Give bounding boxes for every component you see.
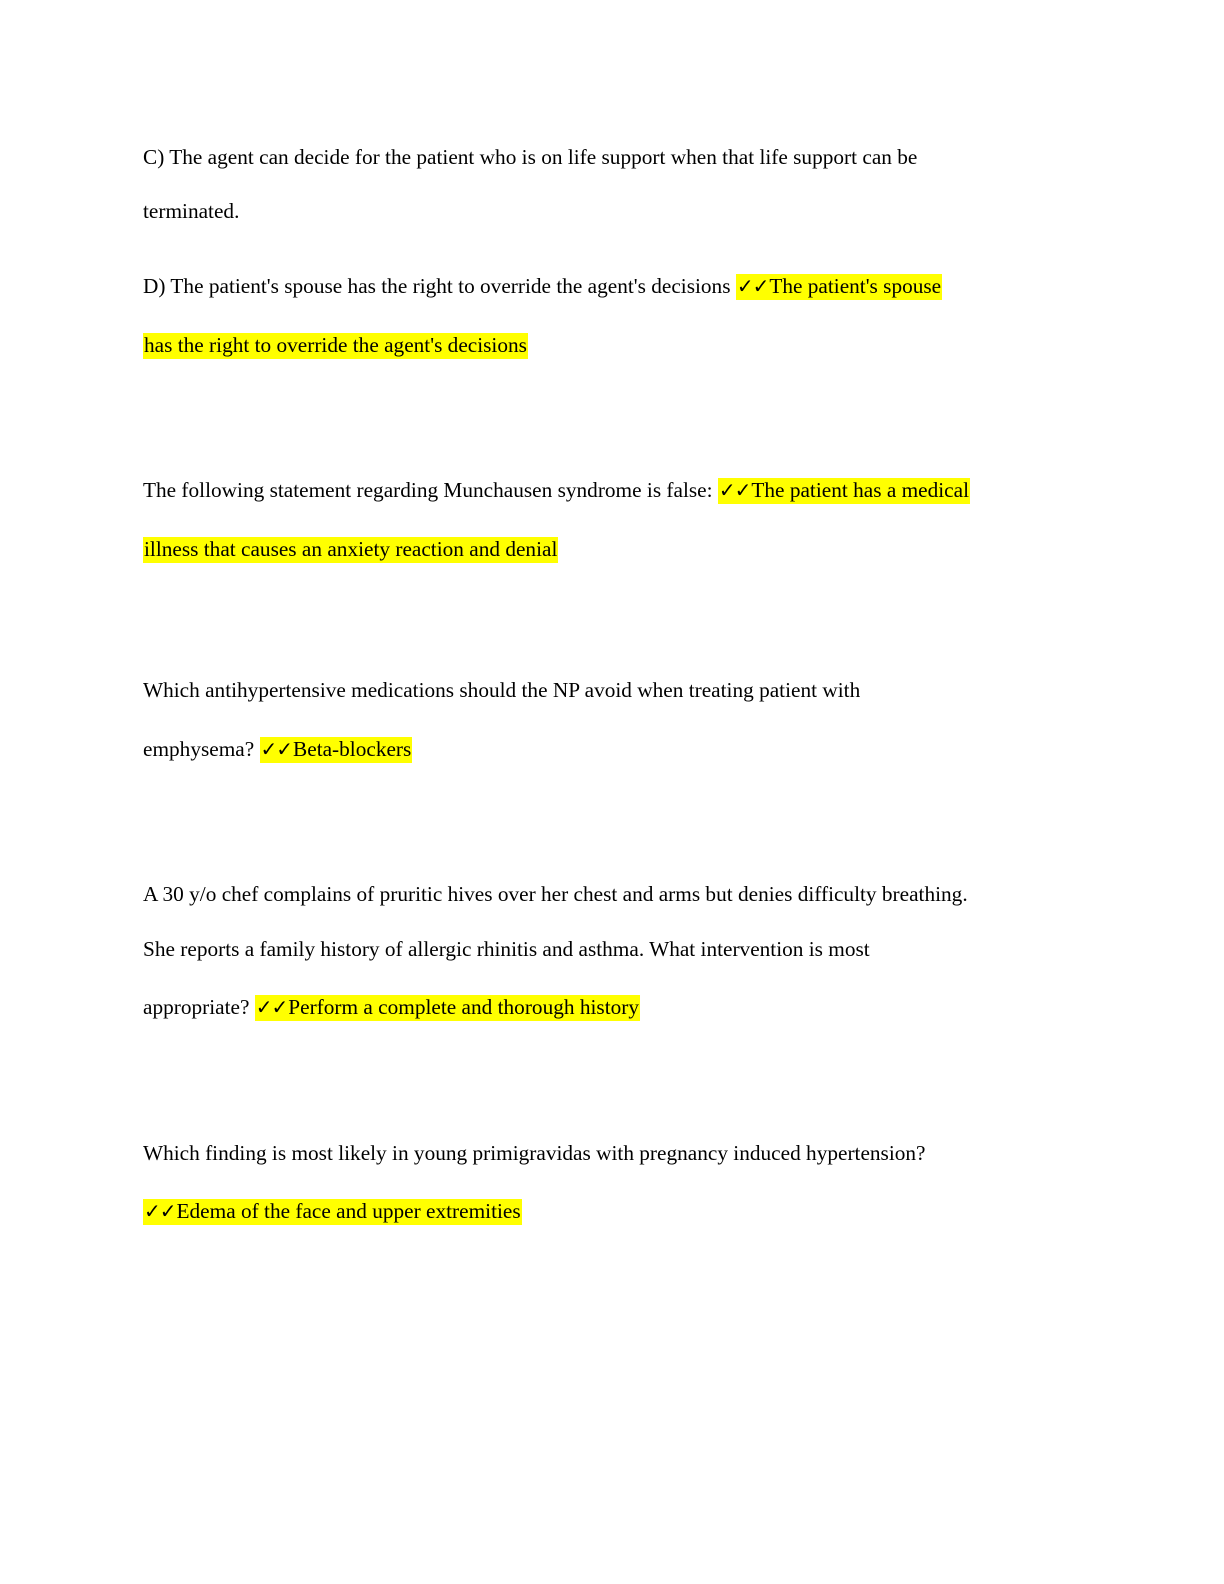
answer-line [143,1195,522,1227]
double-check-icon: ✓✓ [260,737,293,761]
answer-text: Edema of the face and upper extremities [176,1199,521,1223]
answer-text: has the right to override the agent's decisions [144,333,527,357]
question-text: D) The patient's spouse has the right to override the agent's decisions [143,274,731,298]
answer-line [143,533,558,565]
question-text: emphysema? [143,737,255,761]
question-text: The following statement regarding Munchausen syndrome is false: [143,478,713,502]
answer-highlight [736,274,942,300]
double-check-icon: ✓✓ [718,478,751,502]
answer-highlight [260,737,413,763]
answer-text: Perform a complete and thorough history [288,995,640,1019]
answer-line [143,329,528,361]
double-check-icon: ✓✓ [736,274,769,298]
answer-text: Beta-blockers [293,737,412,761]
question-text: appropriate? [143,995,250,1019]
answer-highlight [143,1199,522,1225]
question-answer-line [143,270,942,302]
question-answer-line [143,733,412,765]
question-line: terminated. [143,199,240,223]
question-line: Which finding is most likely in young primigravidas with pregnancy induced hypertension? [143,1141,926,1165]
answer-text: illness that causes an anxiety reaction and denial [144,537,558,561]
answer-text: The patient's spouse [769,274,942,298]
question-line: C) The agent can decide for the patient who is on life support when that life support can be [143,145,918,169]
question-line: She reports a family history of allergic rhinitis and asthma. What intervention is most [143,937,870,961]
question-answer-line [143,991,640,1023]
answer-highlight [255,995,640,1021]
answer-text: The patient has a medical [751,478,969,502]
answer-highlight [718,478,970,504]
question-line: A 30 y/o chef complains of pruritic hives over her chest and arms but denies difficulty breathing. [143,882,968,906]
question-line: Which antihypertensive medications should the NP avoid when treating patient with [143,678,861,702]
double-check-icon: ✓✓ [144,1199,176,1223]
double-check-icon: ✓✓ [255,995,288,1019]
question-answer-line [143,474,970,506]
